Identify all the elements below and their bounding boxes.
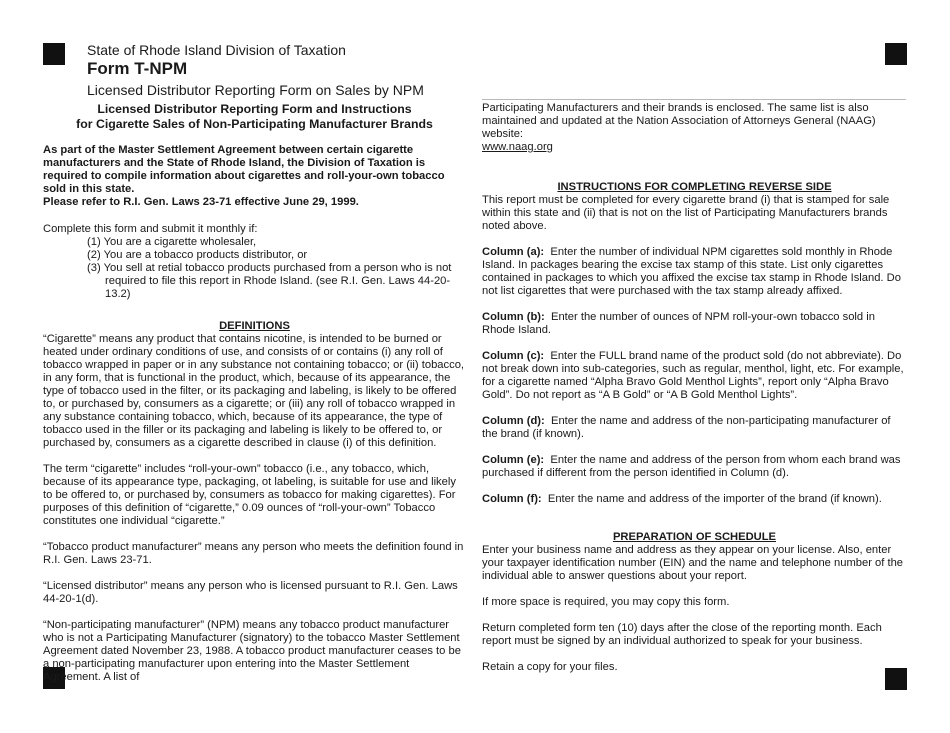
prep-business: Enter your business name and address as they appear on your license. Also, enter your taxpayer identification number (EIN) and the name and telephone number of the individual able to answer questions about your report. xyxy=(482,544,904,582)
agency-name: State of Rhode Island Division of Taxation xyxy=(87,42,346,58)
preparation-heading: PREPARATION OF SCHEDULE xyxy=(612,531,777,543)
form-subtitle: Licensed Distributor Reporting Form on Sales by NPM xyxy=(87,82,424,98)
column-a-instruction xyxy=(482,246,907,298)
title-line-2: for Cigarette Sales of Non-Participating Manufacturer Brands xyxy=(76,117,433,131)
intro-text: Complete this form and submit it monthly if: xyxy=(43,223,258,235)
prep-retain: Retain a copy for your files. xyxy=(482,661,618,673)
column-label: Column (d): xyxy=(482,415,545,427)
document-title xyxy=(43,102,466,132)
column-text: Enter the number of ounces of NPM roll-your-own tobacco sold in Rhode Island. xyxy=(482,311,875,336)
column-text: Enter the name and address of the importer of the brand (if known). xyxy=(547,493,882,505)
definition-roll-your-own: The term “cigarette” includes “roll-your-own” tobacco (i.e., any tobacco, which, because of its appearance type, packaging, ot labeling, is suitable for use and likely to be offered to, or purchased by, consumers as tobacco for making cigarettes). For purposes of this definition of “cigarette,” 0.09 ounces of “roll-your-own” Tobacco constitutes one individual “cigarette.” xyxy=(43,463,456,527)
lead-paragraph xyxy=(43,144,466,209)
column-f-instruction xyxy=(482,493,907,506)
definition-npm: “Non-participating manufacturer” (NPM) means any tobacco product manufacturer who is not a Participating Manufacturer (signatory) to the tobacco Master Settlement Agreement dated November 23, 1988. A tobacco product manufacturer ceases to be a non-participating manufacturer upon entering into the Master Settlement Agreement. A list of xyxy=(43,619,461,683)
form-name: Form T-NPM xyxy=(87,59,188,78)
conditions-list xyxy=(43,236,466,301)
definition-distributor: “Licensed distributor” means any person who is licensed pursuant to R.I. Gen. Laws 44-20-1(d). xyxy=(43,580,458,605)
column-b-instruction xyxy=(482,311,907,337)
definition-manufacturer: “Tobacco product manufacturer” means any person who meets the definition found in R.I. Gen. Laws 23-71. xyxy=(43,541,464,566)
continued-text xyxy=(482,102,907,154)
prep-return: Return completed form ten (10) days after the close of the reporting month. Each report must be signed by an individual authorized to speak for your business. xyxy=(482,622,882,647)
list-item: (1) You are a cigarette wholesaler, xyxy=(87,236,257,248)
column-label: Column (f): xyxy=(482,493,542,505)
form-header xyxy=(87,42,424,98)
instructions-intro: This report must be completed for every cigarette brand (i) that is stamped for sale within this state and (ii) that is not on the list of Participating Manufacturers brands noted above. xyxy=(482,194,890,232)
column-text: Enter the name and address of the person from whom each brand was purchased if different from the person identified in Column (d). xyxy=(482,454,901,479)
left-column xyxy=(43,102,466,697)
title-line-1: Licensed Distributor Reporting Form and Instructions xyxy=(97,102,412,116)
column-d-instruction xyxy=(482,415,907,441)
naag-website-link[interactable]: www.naag.org xyxy=(482,141,553,153)
column-e-instruction xyxy=(482,454,907,480)
definitions-heading: DEFINITIONS xyxy=(219,320,290,332)
column-label: Column (c): xyxy=(482,350,545,362)
column-text: Enter the FULL brand name of the product sold (do not abbreviate). Do not break down into sub-categories, such as regular, menthol, light, etc. For example, for a cigarette named “Alpha Bravo Gold Menthol Lights”, report only “Alpha Bravo Gold”. Do not report as “A B Gold” or “A B Gold Menthol Lights”. xyxy=(482,350,904,401)
lead-text: As part of the Master Settlement Agreement between certain cigarette manufacturers and the State of Rhode Island, the Division of Taxation is required to compile information about cigarettes and roll-your-own tobacco sold in this state. xyxy=(43,144,445,195)
column-label: Column (e): xyxy=(482,454,545,466)
header-divider xyxy=(482,99,906,100)
column-label: Column (b): xyxy=(482,311,545,323)
continued-body: Participating Manufacturers and their brands is enclosed. The same list is also maintained and updated at the Nation Association of Attorneys General (NAAG) website: xyxy=(482,102,876,140)
column-c-instruction xyxy=(482,350,907,402)
column-label: Column (a): xyxy=(482,246,545,258)
instructions-heading: INSTRUCTIONS FOR COMPLETING REVERSE SIDE xyxy=(557,181,832,193)
list-item: (3) You sell at retial tobacco products purchased from a person who is not required to file this report in Rhode Island. (see R.I. Gen. Laws 44-20-13.2) xyxy=(87,262,452,300)
registration-mark-top-left xyxy=(43,43,65,65)
list-item: (2) You are a tobacco products distributor, or xyxy=(87,249,308,261)
lead-reference: Please refer to R.I. Gen. Laws 23-71 effective June 29, 1999. xyxy=(43,196,359,208)
column-text: Enter the name and address of the non-participating manufacturer of the brand (if known). xyxy=(482,415,891,440)
right-column xyxy=(482,102,907,687)
prep-copy: If more space is required, you may copy this form. xyxy=(482,596,730,608)
column-text: Enter the number of individual NPM cigarettes sold monthly in Rhode Island. In packages bearing the excise tax stamp of this state. List only cigarettes contained in packages to which you affixed the excise tax stamp in Rhode Island. Do not list cigarettes that were purchased with the tax stamp already affixed. xyxy=(482,246,901,297)
definition-cigarette: “Cigarette” means any product that contains nicotine, is intended to be burned or heated under ordinary conditions of use, and consists of or contains (i) any roll of tobacco wrapped in paper or in any substance not containing tobacco; or (ii) tobacco, in any form, that is functional in the product, which, because of its appearance, the type of tobacco used in the filter, or its packaging and labeling, is likely to be offered to, or purchased by, consumers as a cigarette; or (iii) any roll of tobacco wrapped in any substance containing tobacco, which, because of its appearance, the type of tobacco used in the filler or its packaging and labeling is likely to be offered to, or purchased by, consumers as a cigarette described in clause (i) of this definition. xyxy=(43,333,465,449)
registration-mark-top-right xyxy=(885,43,907,65)
